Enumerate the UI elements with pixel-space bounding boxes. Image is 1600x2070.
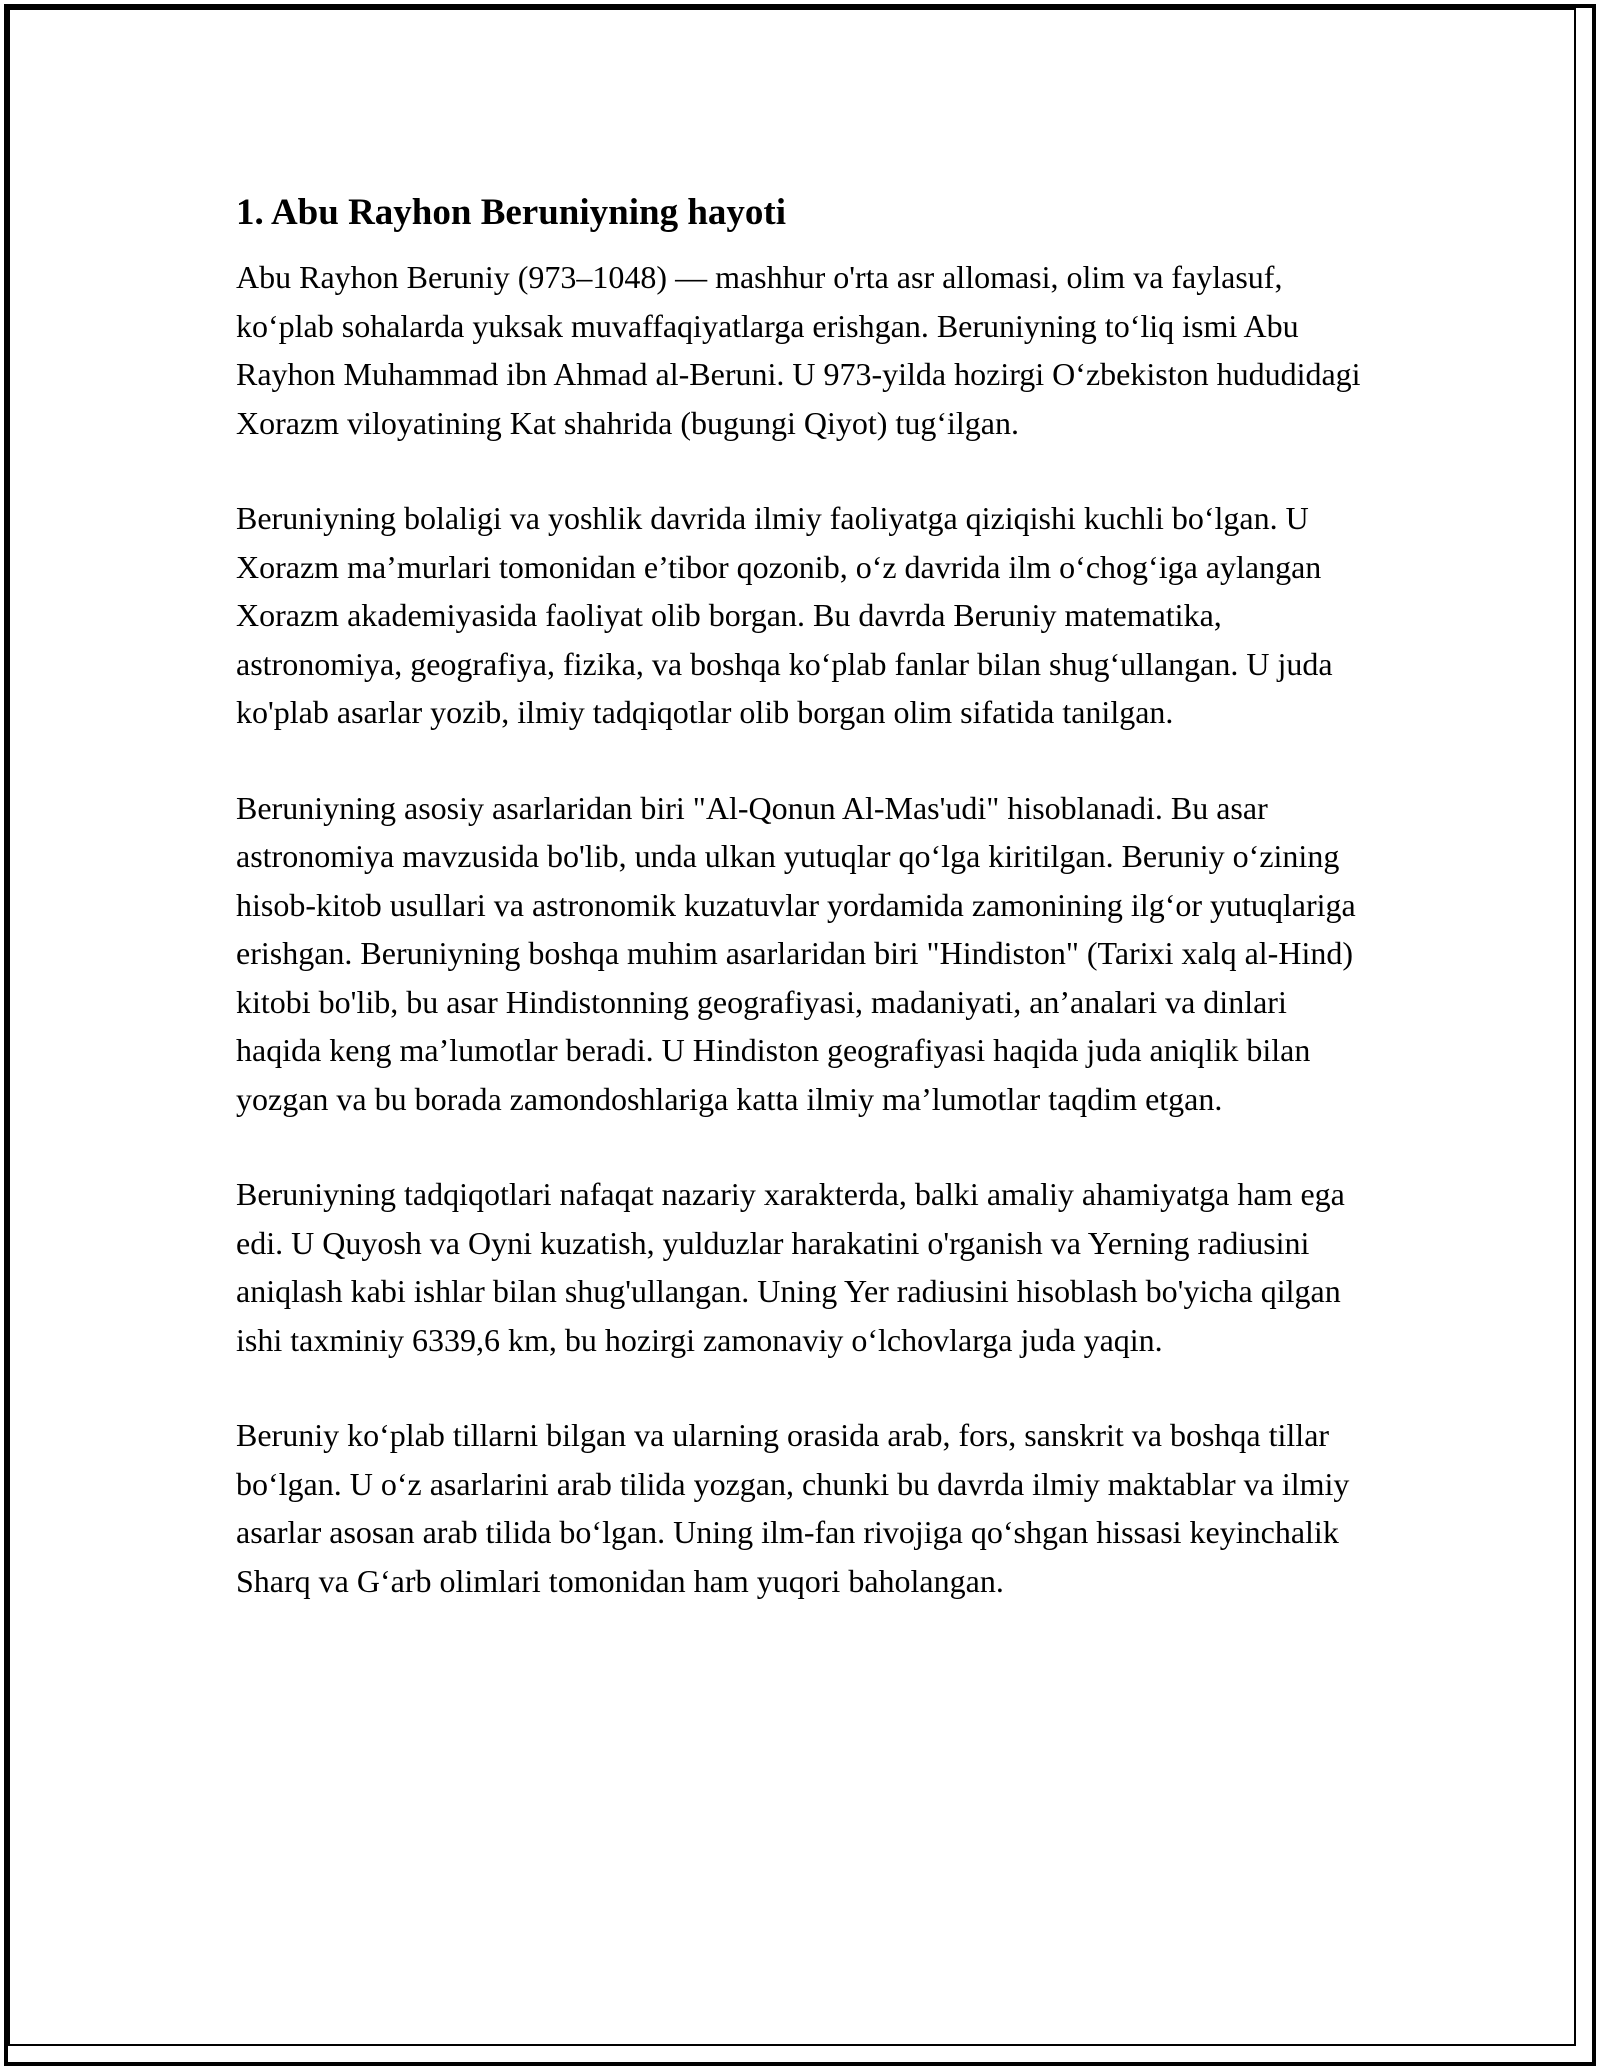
paragraph-1: Abu Rayhon Beruniy (973–1048) — mashhur o'rta asr allomasi, olim va faylasuf, ko‘plab sohalarda yuksak muvaffaqiyatlarga erishgan. Beruniyning to‘liq ismi Abu Rayhon Muhammad ibn Ahmad al-Beruni. U 973-yilda hozirgi O‘zbekiston hududidagi Xorazm viloyatining Kat shahrida (bugungi Qiyot) tug‘ilgan.	[236, 259, 1361, 441]
paragraph-3: Beruniyning asosiy asarlaridan biri "Al-Qonun Al-Mas'udi" hisoblanadi. Bu asar astronomiya mavzusida bo'lib, unda ulkan yutuqlar qo‘lga kiritilgan. Beruniy o‘zining hisob-kitob usullari va astronomik kuzatuvlar yordamida zamonining ilg‘or yutuqlariga erishgan. Beruniyning boshqa muhim asarlaridan biri "Hindiston" (Tarixi xalq al-Hind) kitobi bo'lib, bu asar Hindistonning geografiyasi, madaniyati, an’analari va dinlari haqida keng ma’lumotlar beradi. U Hindiston geografiyasi haqida juda aniqlik bilan yozgan va bu borada zamondoshlariga katta ilmiy ma’lumotlar taqdim etgan.	[236, 789, 1356, 1117]
paragraph-5: Beruniy ko‘plab tillarni bilgan va ularning orasida arab, fors, sanskrit va boshqa tillar bo‘lgan. U o‘z asarlarini arab tilida yozgan, chunki bu davrda ilmiy maktablar va ilmiy asarlar asosan arab tilida bo‘lgan. Uning ilm-fan rivojiga qo‘shgan hissasi keyinchalik Sharq va G‘arb olimlari tomonidan ham yuqori baholangan.	[236, 1417, 1350, 1599]
section-heading: 1. Abu Rayhon Beruniyning hayoti	[236, 192, 787, 233]
document-body	[236, 185, 1376, 1605]
paragraph-4: Beruniyning tadqiqotlari nafaqat nazariy xarakterda, balki amaliy ahamiyatga ham ega edi. U Quyosh va Oyni kuzatish, yulduzlar harakatini o'rganish va Yerning radiusini aniqlash kabi ishlar bilan shug'ullangan. Uning Yer radiusini hisoblash bo'yicha qilgan ishi taxminiy 6339,6 km, bu hozirgi zamonaviy o‘lchovlarga juda yaqin.	[236, 1176, 1345, 1358]
paragraph-2: Beruniyning bolaligi va yoshlik davrida ilmiy faoliyatga qiziqishi kuchli bo‘lgan. U Xorazm ma’murlari tomonidan e’tibor qozonib, o‘z davrida ilm o‘chog‘iga aylangan Xorazm akademiyasida faoliyat olib borgan. Bu davrda Beruniy matematika, astronomiya, geografiya, fizika, va boshqa ko‘plab fanlar bilan shug‘ullangan. U juda ko'plab asarlar yozib, ilmiy tadqiqotlar olib borgan olim sifatida tanilgan.	[236, 500, 1333, 730]
